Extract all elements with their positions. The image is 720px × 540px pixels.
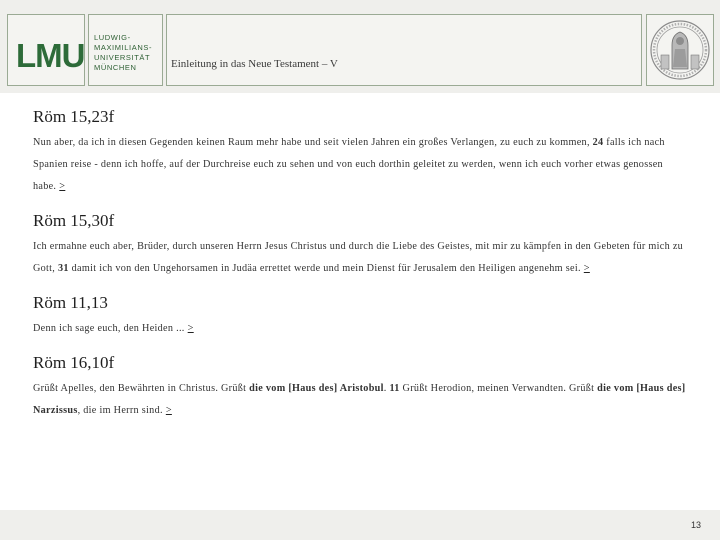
slide-content	[33, 97, 693, 422]
university-name-line: MAXIMILIANS-	[94, 43, 153, 52]
section-heading: Röm 16,10f	[33, 353, 115, 372]
section-text	[33, 132, 693, 198]
verse-number: 24	[592, 137, 604, 148]
page-number: 13	[690, 520, 701, 530]
text-run: Denn ich sage euch, den Heiden ...	[33, 323, 185, 334]
university-name-box	[88, 14, 163, 86]
verse-number: 11	[389, 383, 400, 394]
section-text	[33, 236, 693, 280]
section-text	[33, 378, 693, 422]
next-link[interactable]: >	[59, 181, 66, 192]
emphasized-text: die vom [Haus des] Narzissus	[33, 383, 686, 416]
next-link[interactable]: >	[165, 405, 172, 416]
university-name-line: UNIVERSITÄT	[94, 53, 151, 62]
text-run: .	[383, 383, 390, 394]
next-link[interactable]: >	[583, 263, 590, 274]
footer-bar	[0, 510, 720, 540]
text-run: Grüßt Herodion, meinen Verwandten. Grüßt	[399, 383, 598, 394]
lmu-logo	[7, 14, 85, 86]
section-heading: Röm 11,13	[33, 293, 108, 312]
scripture-section	[33, 210, 693, 280]
scripture-section	[33, 292, 693, 340]
section-heading: Röm 15,23f	[33, 107, 115, 126]
section-text	[33, 318, 693, 340]
university-name-line: MÜNCHEN	[94, 63, 137, 72]
logo-text: LMU	[16, 37, 85, 74]
section-heading: Röm 15,30f	[33, 211, 115, 230]
text-run: Grüßt Apelles, den Bewährten in Christus. Grüßt	[33, 383, 250, 394]
next-link[interactable]: >	[187, 323, 194, 334]
emphasized-text: die vom [Haus des] Aristobul	[249, 383, 384, 394]
text-run: damit ich von den Ungehorsamen in Judäa errettet werde und mein Dienst für Jerusalem den Heiligen angenehm sei.	[68, 263, 581, 274]
text-run: , die im Herrn sind.	[77, 405, 163, 416]
scripture-section	[33, 352, 693, 422]
header-bar	[0, 0, 720, 93]
university-name-line: LUDWIG-	[94, 33, 131, 42]
text-run: Nun aber, da ich in diesen Gegenden keinen Raum mehr habe und seit vielen Jahren ein großes Verlangen, zu euch zu kommen,	[33, 137, 593, 148]
title-box	[166, 14, 642, 86]
university-seal-icon	[647, 15, 713, 85]
verse-number: 31	[58, 263, 69, 274]
sections-container	[33, 106, 693, 422]
seal-box	[646, 14, 714, 86]
text-run: falls ich nach Spanien reise - denn ich hoffe, auf der Durchreise euch zu sehen und von euch dorthin geleitet zu werden, wenn ich euch vorher etwas genossen habe.	[33, 137, 665, 192]
slide-title: Einleitung in das Neue Testament – V	[171, 58, 338, 70]
scripture-section	[33, 106, 693, 198]
text-run: Ich ermahne euch aber, Brüder, durch unseren Herrn Jesus Christus und durch die Liebe des Geistes, mit mir zu kämpfen in den Gebeten für mich zu Gott,	[33, 241, 684, 274]
